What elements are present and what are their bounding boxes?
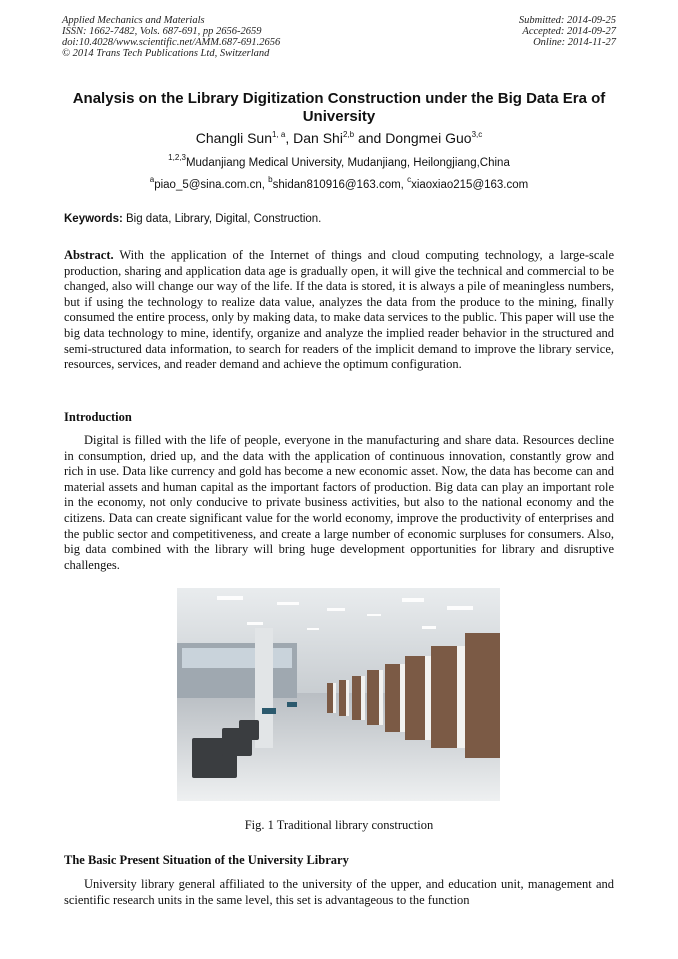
author-affil-mark: 1, a	[272, 130, 286, 139]
email-mark: a	[149, 175, 155, 184]
introduction-paragraph: Digital is filled with the life of people, everyone in the manufacturing and share data. Resources decline in consumption, dried up, and the data with the application of continuous innovation, constantly grow and rich in use. Data like currency and gold has become a new economic asset. Now, the data has become can and material assets and human capital as the important factors of production. Big data can play an important role in the economy, not only conducive to private business activities, but also to the national economy and the citizens. Data can create significant value for the world economy, improve the productivity of enterprises and the public sector and competitiveness, and create a large number of economic surpluses for consumers. Also, big data combined with the library will bring huge development opportunities for library and disruptive challenges.	[64, 433, 614, 572]
author-affil-mark: 2,b	[342, 130, 355, 139]
journal-name: Applied Mechanics and Materials	[62, 15, 205, 26]
abstract	[64, 248, 614, 373]
paper-title: Analysis on the Library Digitization Construction under the Big Data Era of University	[72, 90, 606, 125]
basic-situation-paragraph: University library general affiliated to the university of the upper, and education unit, management and scientific research units in the same level, this set is advantageous to the function	[64, 877, 614, 907]
affiliation	[40, 153, 638, 170]
journal-issn: ISSN: 1662-7482, Vols. 687-691, pp 2656-2659	[62, 26, 262, 37]
email-address[interactable]: piao_5@sina.com.cn,	[154, 179, 269, 191]
keywords-text: Big data, Library, Digital, Construction.	[122, 213, 322, 225]
library-photo-figure	[177, 588, 500, 801]
keywords	[64, 212, 321, 226]
author-name: Dan Shi	[293, 130, 343, 146]
date-submitted: Submitted: 2014-09-25	[518, 15, 616, 26]
author-affil-mark: 3,c	[471, 130, 483, 139]
email-mark: b	[268, 175, 273, 184]
keywords-label: Keywords:	[64, 213, 123, 225]
author-separator: and	[354, 130, 386, 146]
email-mark: c	[407, 175, 412, 184]
author-emails	[40, 175, 638, 192]
email-address[interactable]: xiaoxiao215@163.com	[411, 179, 529, 191]
abstract-label: Abstract.	[64, 248, 114, 262]
journal-info	[62, 15, 280, 59]
section-heading-introduction: Introduction	[64, 410, 132, 424]
submission-dates	[519, 15, 616, 48]
journal-doi[interactable]: doi:10.4028/www.scientific.net/AMM.687-691.2656	[62, 37, 281, 48]
figure-caption: Fig. 1 Traditional library construction	[244, 818, 434, 832]
library-interior-illustration	[177, 588, 500, 801]
journal-copyright: © 2014 Trans Tech Publications Ltd, Switzerland	[62, 48, 270, 59]
author-list	[40, 129, 638, 147]
author-name: Changli Sun	[195, 130, 272, 146]
section-heading-basic-situation: The Basic Present Situation of the University Library	[64, 853, 349, 867]
author-separator: ,	[285, 130, 294, 146]
author-name: Dongmei Guo	[385, 130, 472, 146]
abstract-text: With the application of the Internet of things and cloud computing technology, a large-scale production, sharing and application data age is gradually open, it will give the technical and commercial to be changed, also will change our way of the life. If the data is stored, it is always a pile of meaningless numbers, but if using the technology to realize data value, analyzes the data from the produce to the mining, finally consumed the entire process, only by making data, to make data services to the public. This paper will use the big data technology to mine, identify, organize and analyze the implied reader behavior in the structured and semi-structured data information, to search for readers of the implicit demand to improve the library service, resources, services, and reader demand and achieve the optimum configuration.	[64, 248, 614, 372]
date-accepted: Accepted: 2014-09-27	[522, 26, 616, 37]
affiliation-text: Mudanjiang Medical University, Mudanjiang, Heilongjiang,China	[185, 157, 510, 169]
date-online: Online: 2014-11-27	[533, 37, 616, 48]
email-address[interactable]: shidan810916@163.com,	[272, 179, 408, 191]
affiliation-mark: 1,2,3	[168, 153, 186, 162]
